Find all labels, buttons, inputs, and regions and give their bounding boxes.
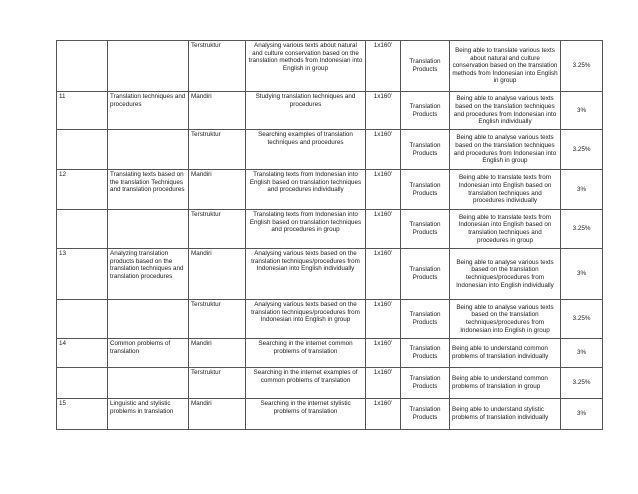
activity-type-cell: Mandiri [189, 399, 246, 430]
learning-activity-cell: Searching examples of translation techniques and procedures [246, 130, 366, 170]
product-cell: Translation Products [401, 399, 450, 430]
learning-activity-cell: Translating texts from Indonesian into English based on translation techniques and procedures individually [246, 170, 366, 210]
syllabus-table [56, 40, 603, 430]
topic-cell: Analyzing translation products based on the translation techniques and translation procedures [108, 249, 189, 300]
weight-cell: 3.25% [561, 210, 603, 249]
product-cell: Translation Products [401, 210, 450, 249]
table-body [57, 41, 603, 430]
time-allocation-cell: 1x160’ [366, 210, 401, 249]
meeting-number-cell [57, 41, 108, 92]
weight-cell: 3.25% [561, 300, 603, 339]
table-row [57, 92, 603, 130]
time-allocation-cell: 1x160’ [366, 249, 401, 300]
meeting-number-cell [57, 210, 108, 249]
activity-type-cell: Terstruktur [189, 130, 246, 170]
meeting-number-cell: 15 [57, 399, 108, 430]
indicator-cell: Being able to analyse various texts based on the translation techniques/procedures from Indonesian into English individually [450, 249, 561, 300]
topic-cell: Common problems of translation [108, 339, 189, 368]
activity-type-cell: Terstruktur [189, 41, 246, 92]
indicator-cell: Being able to analyse various texts based on the translation techniques/procedures from Indonesian into English in group [450, 300, 561, 339]
table-row [57, 399, 603, 430]
learning-activity-cell: Studying translation techniques and procedures [246, 92, 366, 130]
activity-type-cell: Mandiri [189, 170, 246, 210]
activity-type-cell: Terstruktur [189, 300, 246, 339]
activity-type-cell: Mandiri [189, 339, 246, 368]
topic-cell [108, 300, 189, 339]
learning-activity-cell: Searching in the internet common problems of translation [246, 339, 366, 368]
meeting-number-cell [57, 368, 108, 399]
weight-cell: 3% [561, 339, 603, 368]
activity-type-cell: Mandiri [189, 92, 246, 130]
meeting-number-cell [57, 300, 108, 339]
topic-cell [108, 41, 189, 92]
topic-cell: Translating texts based on the translation Techniques and translation procedures [108, 170, 189, 210]
learning-activity-cell: Analysing various texts about natural and culture conservation based on the translation methods from Indonesian into English in group [246, 41, 366, 92]
learning-activity-cell: Analysing various texts based on the translation techniques/procedures from Indonesian into English in group [246, 300, 366, 339]
table-row [57, 339, 603, 368]
indicator-cell: Being able to understand stylistic problems of translation individually [450, 399, 561, 430]
weight-cell: 3% [561, 170, 603, 210]
indicator-cell: Being able to translate texts from Indonesian into English based on translation techniques and procedures individually [450, 170, 561, 210]
topic-cell: Translation techniques and procedures [108, 92, 189, 130]
activity-type-cell: Terstruktur [189, 368, 246, 399]
indicator-cell: Being able to translate various texts about natural and culture conservation based on the translation methods from Indonesian into English in group [450, 41, 561, 92]
time-allocation-cell: 1x160’ [366, 339, 401, 368]
indicator-cell: Being able to understand common problems of translation in group [450, 368, 561, 399]
meeting-number-cell [57, 130, 108, 170]
product-cell: Translation Products [401, 249, 450, 300]
product-cell: Translation Products [401, 170, 450, 210]
product-cell: Translation Products [401, 368, 450, 399]
topic-cell [108, 368, 189, 399]
table-row [57, 41, 603, 92]
indicator-cell: Being able to analyse various texts based on the translation techniques and procedures from Indonesian into English in group [450, 130, 561, 170]
weight-cell: 3% [561, 249, 603, 300]
time-allocation-cell: 1x160’ [366, 92, 401, 130]
product-cell: Translation Products [401, 130, 450, 170]
learning-activity-cell: Translating texts from Indonesian into English based on translation techniques and procedures in group [246, 210, 366, 249]
table-row [57, 130, 603, 170]
activity-type-cell: Mandiri [189, 249, 246, 300]
product-cell: Translation Products [401, 300, 450, 339]
learning-activity-cell: Searching in the internet stylistic problems of translation [246, 399, 366, 430]
time-allocation-cell: 1x160’ [366, 130, 401, 170]
indicator-cell: Being able to analyse various texts based on the translation techniques and procedures from Indonesian into English individually [450, 92, 561, 130]
weight-cell: 3.25% [561, 368, 603, 399]
syllabus-table-page [56, 40, 602, 430]
product-cell: Translation Products [401, 92, 450, 130]
product-cell: Translation Products [401, 41, 450, 92]
indicator-cell: Being able to understand common problems of translation individually [450, 339, 561, 368]
table-row [57, 210, 603, 249]
table-row [57, 249, 603, 300]
time-allocation-cell: 1x160’ [366, 368, 401, 399]
topic-cell [108, 130, 189, 170]
indicator-cell: Being able to translate texts from Indonesian into English based on translation techniques and procedures in group [450, 210, 561, 249]
meeting-number-cell: 12 [57, 170, 108, 210]
table-row [57, 368, 603, 399]
learning-activity-cell: Searching in the internet examples of common problems of translation [246, 368, 366, 399]
weight-cell: 3% [561, 399, 603, 430]
time-allocation-cell: 1x160’ [366, 399, 401, 430]
time-allocation-cell: 1x160’ [366, 170, 401, 210]
table-row [57, 300, 603, 339]
time-allocation-cell: 1x160’ [366, 41, 401, 92]
time-allocation-cell: 1x160’ [366, 300, 401, 339]
weight-cell: 3% [561, 92, 603, 130]
product-cell: Translation Products [401, 339, 450, 368]
meeting-number-cell: 11 [57, 92, 108, 130]
topic-cell: Linguistic and stylistic problems in translation [108, 399, 189, 430]
weight-cell: 3.25% [561, 41, 603, 92]
table-row [57, 170, 603, 210]
meeting-number-cell: 14 [57, 339, 108, 368]
meeting-number-cell: 13 [57, 249, 108, 300]
activity-type-cell: Terstruktur [189, 210, 246, 249]
learning-activity-cell: Analysing various texts based on the translation techniques/procedures from Indonesian into English individually [246, 249, 366, 300]
topic-cell [108, 210, 189, 249]
weight-cell: 3.25% [561, 130, 603, 170]
